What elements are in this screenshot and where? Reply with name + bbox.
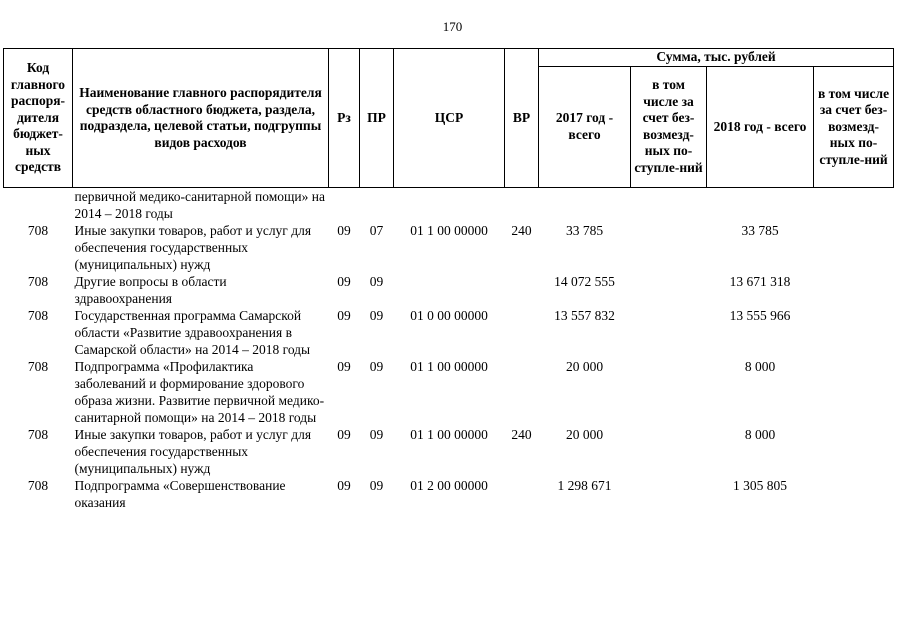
table-row [4,273,894,307]
header-pr: ПР [360,49,394,188]
cell-csr [394,188,505,223]
header-rz: Рз [329,49,360,188]
cell-vr [505,273,539,307]
cell-name: Иные закупки товаров, работ и услуг для обеспечения государственных (муниципальных) нужд [74,223,312,272]
cell-2017-free [631,273,707,307]
cell-rz: 09 [337,427,351,442]
cell-pr: 07 [369,223,384,238]
cell-csr: 01 1 00 00000 [410,359,488,374]
cell-2017-free [631,358,707,426]
cell-2018-total: 8 000 [744,359,776,374]
cell-2017-total: 1 298 671 [557,478,612,493]
page-number: 170 [442,19,463,34]
cell-pr [360,188,394,223]
cell-rz: 09 [337,308,351,323]
header-csr: ЦСР [394,49,505,188]
cell-rz: 09 [337,223,351,238]
cell-vr [505,477,539,511]
cell-pr: 09 [369,308,384,323]
cell-code: 708 [27,274,49,289]
cell-name: первичной медико-санитарной помощи» на 2014 – 2018 годы [74,189,325,221]
cell-pr: 09 [369,359,384,374]
cell-2018-total: 13 555 966 [729,308,791,323]
cell-code: 708 [27,359,49,374]
cell-2017-free [631,477,707,511]
header-2018-total: 2018 год - всего [707,66,814,187]
table-body [4,188,894,512]
cell-vr: 240 [511,427,532,442]
cell-2017-free [631,307,707,358]
budget-table [3,48,894,511]
cell-rz: 09 [337,274,351,289]
cell-csr: 01 2 00 00000 [410,478,488,493]
cell-2017-total: 14 072 555 [554,274,615,289]
cell-rz: 09 [337,359,351,374]
table-row [4,188,894,223]
cell-2018-total: 8 000 [744,427,776,442]
cell-2018-free [814,222,894,273]
header-2017-total: 2017 год - всего [539,66,631,187]
cell-pr: 09 [369,427,384,442]
cell-csr: 01 0 00 00000 [410,308,488,323]
header-2017-free: в том числе за счет без-возмезд-ных по-ступле-ний [631,66,707,187]
cell-code: 708 [27,427,49,442]
cell-2018-total: 13 671 318 [729,274,791,289]
cell-name: Подпрограмма «Совершенствование оказания [74,478,286,510]
header-2018-free: в том числе за счет без-возмезд-ных по-ступле-ний [814,66,894,187]
cell-code: 708 [27,478,49,493]
cell-2018-free [814,188,894,223]
cell-name: Подпрограмма «Профилактика заболеваний и формирование здорового образа жизни. Развитие первичной медико-санитарной помощи» на 2014 – 2018 годы [74,359,325,425]
cell-csr: 01 1 00 00000 [410,223,488,238]
header-vr: ВР [505,49,539,188]
cell-rz [329,188,360,223]
header-sum: Сумма, тыс. рублей [539,49,894,67]
cell-vr [505,307,539,358]
cell-2017-total: 13 557 832 [554,308,615,323]
cell-2017-total: 20 000 [565,427,604,442]
cell-code [4,188,73,223]
table-row [4,477,894,511]
cell-pr: 09 [369,478,384,493]
cell-2018-total [707,188,814,223]
cell-2018-free [814,426,894,477]
cell-code: 708 [27,308,49,323]
table-row [4,358,894,426]
table-header [4,49,894,188]
cell-2017-free [631,188,707,223]
cell-vr [505,358,539,426]
cell-csr: 01 1 00 00000 [410,427,488,442]
table-row [4,307,894,358]
table-row [4,426,894,477]
cell-2018-free [814,477,894,511]
cell-2017-free [631,426,707,477]
header-name: Наименование главного распорядителя средств областного бюджета, раздела, подраздела, целевой статьи, подгруппы видов расходов [73,49,329,188]
cell-2018-free [814,273,894,307]
cell-name: Государственная программа Самарской области «Развитие здравоохранения в Самарской области» на 2014 – 2018 годы [74,308,311,357]
cell-vr: 240 [511,223,532,238]
cell-pr: 09 [369,274,384,289]
cell-2017-total [539,188,631,223]
cell-rz: 09 [337,478,351,493]
cell-2018-total: 1 305 805 [733,478,787,493]
cell-2018-free [814,358,894,426]
cell-2018-free [814,307,894,358]
cell-2017-total: 20 000 [565,359,604,374]
table-row [4,222,894,273]
cell-name: Другие вопросы в области здравоохранения [74,274,227,306]
cell-2018-total: 33 785 [741,223,779,238]
header-code: Код главного распоря-дителя бюджет-ных средств [4,49,73,188]
cell-2017-free [631,222,707,273]
cell-name: Иные закупки товаров, работ и услуг для обеспечения государственных (муниципальных) нужд [74,427,312,476]
cell-vr [505,188,539,223]
cell-csr [394,273,505,307]
cell-code: 708 [27,223,49,238]
cell-2017-total: 33 785 [565,223,604,238]
